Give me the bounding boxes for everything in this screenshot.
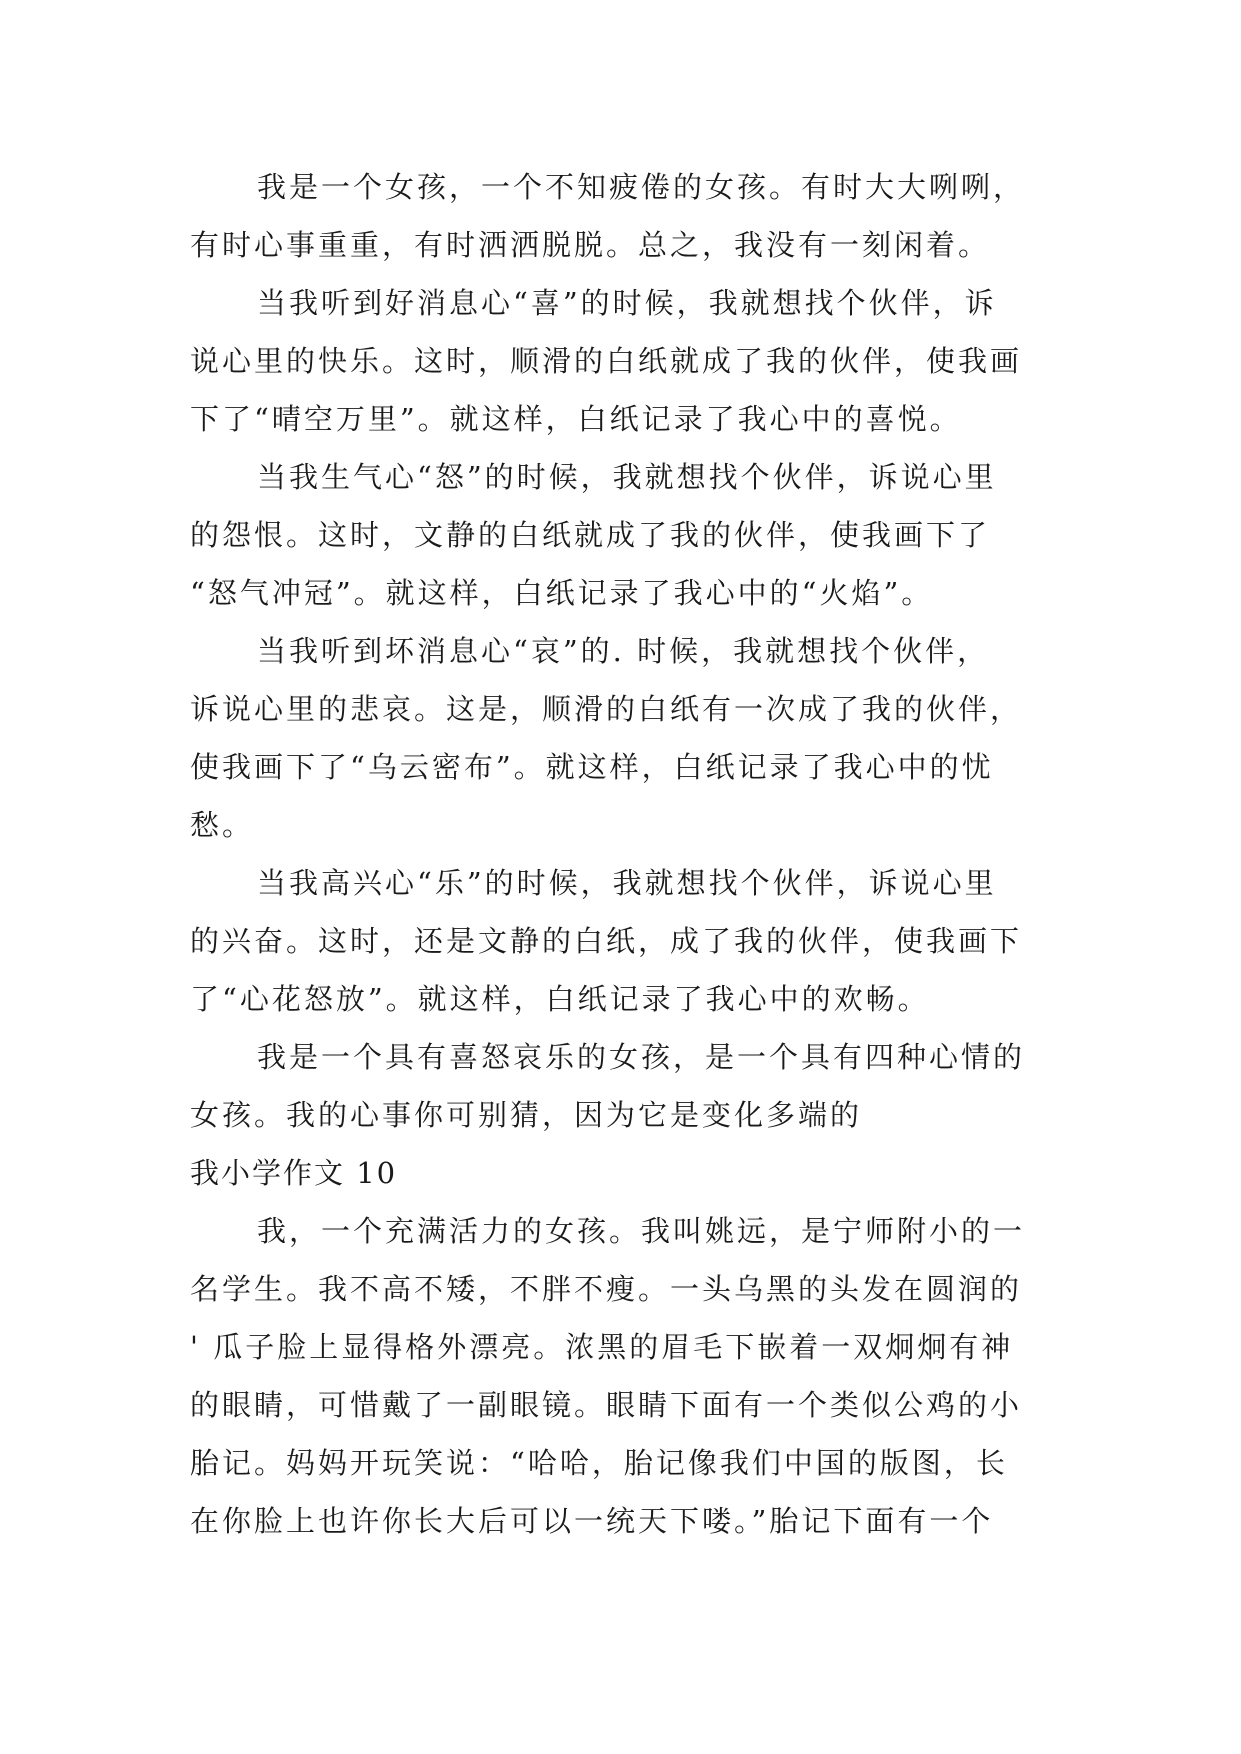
text-line: 有时心事重重，有时洒洒脱脱。总之，我没有一刻闲着。 — [190, 228, 991, 262]
text-line: 当我听到好消息心“喜”的时候，我就想找个伙伴，诉 — [257, 286, 997, 320]
essay-body — [190, 158, 1070, 1550]
text-line: 名学生。我不高不矮，不胖不瘦。一头乌黑的头发在圆润的 — [190, 1272, 1023, 1306]
text-line: 说心里的快乐。这时，顺滑的白纸就成了我的伙伴，使我画 — [190, 344, 1023, 378]
text-line: 在你脸上也许你长大后可以一统天下喽。”胎记下面有一个 — [190, 1504, 994, 1538]
text-line: 愁。 — [190, 808, 255, 842]
section-heading: 我小学作文 10 — [190, 1156, 398, 1190]
text-line: 我，一个充满活力的女孩。我叫姚远，是宁师附小的一 — [257, 1214, 1026, 1248]
text-line: 的眼睛，可惜戴了一副眼镜。眼睛下面有一个类似公鸡的小 — [190, 1388, 1023, 1422]
text-line: 的兴奋。这时，还是文静的白纸，成了我的伙伴，使我画下 — [190, 924, 1023, 958]
text-line: 女孩。我的心事你可别猜，因为它是变化多端的 — [190, 1098, 863, 1132]
text-line: “怒气冲冠”。就这样，白纸记录了我心中的“火焰”。 — [190, 576, 934, 610]
text-line: 使我画下了“乌云密布”。就这样，白纸记录了我心中的忧 — [190, 750, 994, 784]
text-line: 我是一个具有喜怒哀乐的女孩，是一个具有四种心情的 — [257, 1040, 1026, 1074]
text-line: 了“心花怒放”。就这样，白纸记录了我心中的欢畅。 — [190, 982, 930, 1016]
text-line: 的怨恨。这时，文静的白纸就成了我的伙伴，使我画下了 — [190, 518, 991, 552]
text-line: 我是一个女孩，一个不知疲倦的女孩。有时大大咧咧， — [257, 170, 1026, 204]
text-line: 诉说心里的悲哀。这是，顺滑的白纸有一次成了我的伙伴， — [190, 692, 1023, 726]
text-line: 当我听到坏消息心“哀”的. 时候，我就想找个伙伴， — [257, 634, 990, 668]
text-line: 胎记。妈妈开玩笑说：“哈哈，胎记像我们中国的版图，长 — [190, 1446, 1008, 1480]
text-line: 下了“晴空万里”。就这样，白纸记录了我心中的喜悦。 — [190, 402, 962, 436]
text-line: ' 瓜子脸上显得格外漂亮。浓黑的眉毛下嵌着一双炯炯有神 — [190, 1330, 1014, 1364]
text-line: 当我生气心“怒”的时候，我就想找个伙伴，诉说心里 — [257, 460, 997, 494]
text-line: 当我高兴心“乐”的时候，我就想找个伙伴，诉说心里 — [257, 866, 997, 900]
